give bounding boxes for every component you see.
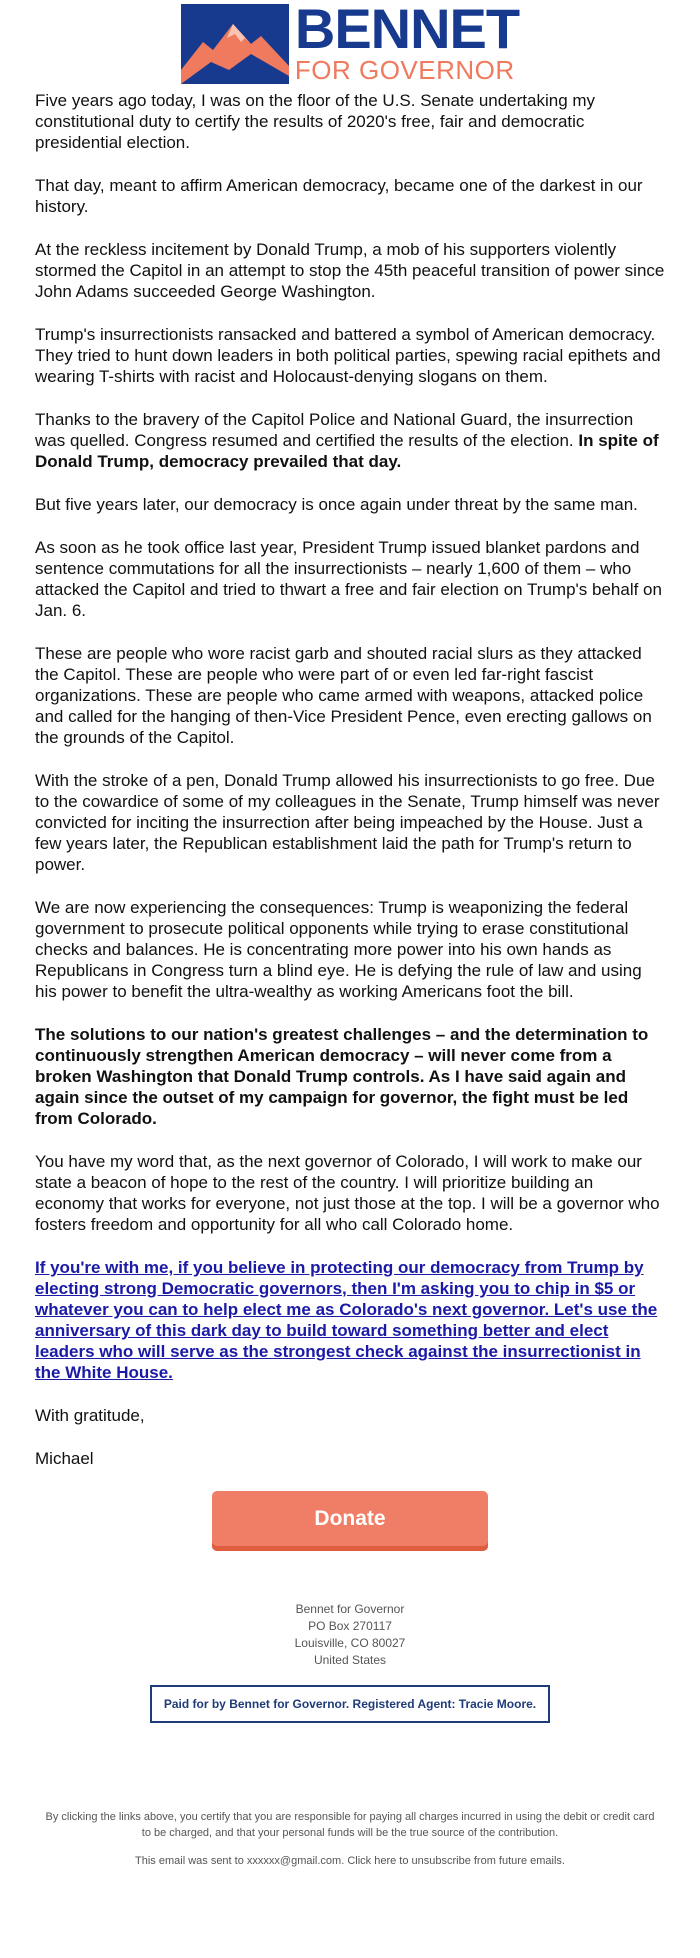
- bold-paragraph: The solutions to our nation's greatest challenges – and the determination to continuously strengthen American democracy – will never come from a broken Washington that Donald Trump controls. As I have said again and again since the outset of my campaign for governor, the fight must be led from Colorado.: [35, 1025, 649, 1128]
- paragraph: With the stroke of a pen, Donald Trump allowed his insurrectionists to go free. Due to the cowardice of some of my colleagues in the Senate, Trump himself was never convicted for inciting the insurrection after being impeached by the House. Just a few years later, the Republican establishment laid the path for Trump's return to power.: [35, 771, 660, 874]
- closing: With gratitude,: [35, 1406, 145, 1425]
- address-city: Louisville, CO 80027: [294, 1636, 406, 1650]
- address-org: Bennet for Governor: [295, 1602, 405, 1616]
- mountain-logo-icon: [181, 4, 289, 84]
- paragraph: [35, 409, 665, 472]
- paragraph-bold-text: In spite of Donald Trump, democracy prevailed that day.: [35, 431, 659, 471]
- paid-for-disclaimer: Paid for by Bennet for Governor. Registered Agent: Tracie Moore.: [150, 1685, 550, 1723]
- paragraph: We are now experiencing the consequences: Trump is weaponizing the federal government to prosecute political opponents while trying to erase constitutional checks and balances. He is concentrating more power into his own hands as Republicans in Congress turn a blind eye. He is defying the rule of law and using his power to benefit the ultra-wealthy as working Americans foot the bill.: [35, 898, 642, 1001]
- paragraph: Trump's insurrectionists ransacked and battered a symbol of American democracy. They tried to hunt down leaders in both political parties, spewing racial epithets and wearing T-shirts with racist and Holocaust-denying slogans on them.: [35, 325, 661, 386]
- recipient-email: xxxxxx@gmail.com: [246, 1855, 342, 1867]
- legal-disclaimer: By clicking the links above, you certify that you are responsible for paying all charges incurred in using the debit or credit card to be charged, and that your personal funds will be the true source of the contribution.: [45, 1811, 655, 1839]
- logo-name: BENNET: [294, 0, 520, 60]
- paid-for-row: [0, 1685, 700, 1723]
- logo-subtitle: FOR GOVERNOR: [294, 55, 515, 85]
- paragraph: Five years ago today, I was on the floor of the U.S. Senate undertaking my constitutional duty to certify the results of 2020's free, fair and democratic presidential election.: [35, 91, 596, 152]
- address-po-box: PO Box 270117: [308, 1619, 392, 1633]
- donate-row: [0, 1491, 700, 1551]
- paragraph: That day, meant to affirm American democracy, became one of the darkest in our history.: [35, 176, 643, 216]
- unsubscribe-link[interactable]: . Click here to unsubscribe from future emails.: [341, 1855, 565, 1867]
- address-country: United States: [313, 1653, 387, 1667]
- paragraph: These are people who wore racist garb and shouted racial slurs as they attacked the Capitol. These are people who were part of or even led far-right fascist organizations. These are people who came armed with weapons, attacked police and called for the hanging of then-Vice President Pence, even erecting gallows on the grounds of the Capitol.: [35, 644, 652, 747]
- paragraph: But five years later, our democracy is once again under threat by the same man.: [35, 495, 638, 514]
- sent-to-notice: [0, 1853, 700, 1869]
- paragraph-text: Thanks to the bravery of the Capitol Police and National Guard, the insurrection was quelled. Congress resumed and certified the results of the election.: [35, 410, 634, 450]
- letter-content: [0, 84, 700, 1469]
- mailing-address: [0, 1601, 700, 1669]
- donate-button[interactable]: Donate: [212, 1491, 488, 1551]
- campaign-logo[interactable]: [0, 0, 700, 84]
- appeal-paragraph: [35, 1257, 665, 1383]
- paragraph: You have my word that, as the next governor of Colorado, I will work to make our state a beacon of hope to the rest of the country. I will prioritize building an economy that works for everyone, not just those at the top. I will be a governor who fosters freedom and opportunity for all who call Colorado home.: [35, 1152, 660, 1234]
- paragraph: At the reckless incitement by Donald Trump, a mob of his supporters violently stormed the Capitol in an attempt to stop the 45th peaceful transition of power since John Adams succeeded George Washington.: [35, 240, 665, 301]
- signature: Michael: [35, 1449, 94, 1468]
- sent-prefix: This email was sent to: [135, 1855, 244, 1867]
- paragraph: As soon as he took office last year, President Trump issued blanket pardons and sentence commutations for all the insurrectionists – nearly 1,600 of them – who attacked the Capitol and tried to thwart a free and fair election on Trump's behalf on Jan. 6.: [35, 538, 662, 620]
- donation-appeal-link[interactable]: If you're with me, if you believe in protecting our democracy from Trump by electing strong Democratic governors, then I'm asking you to chip in $5 or whatever you can to help elect me as Colorado's next governor. Let's use the anniversary of this dark day to build toward something better and elect leaders who will serve as the strongest check against the insurrectionist in the White House.: [35, 1258, 658, 1382]
